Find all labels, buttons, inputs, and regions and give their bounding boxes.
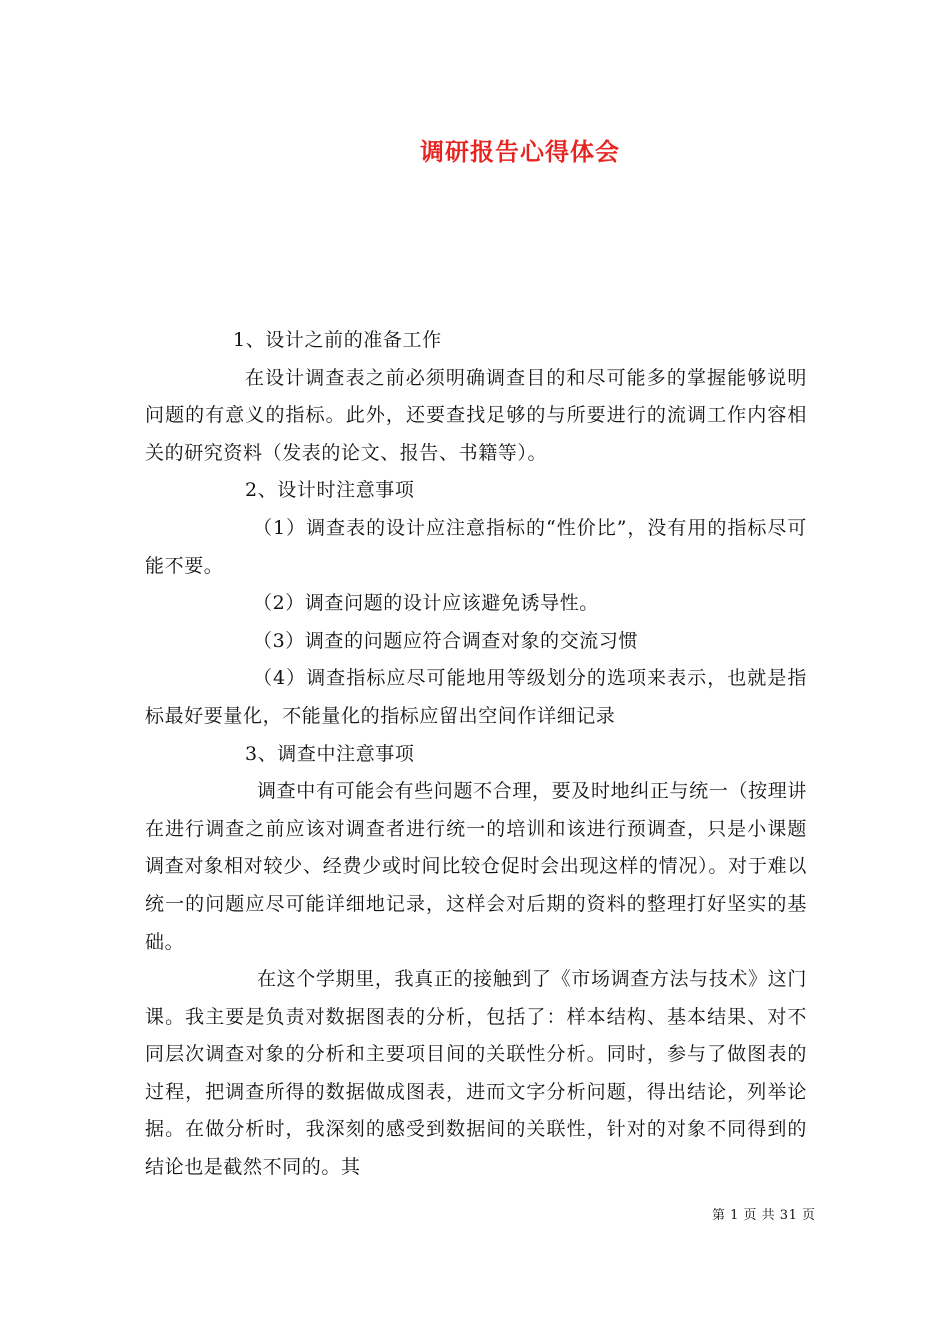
list-item-2: （2）调查问题的设计应该避免诱导性。 xyxy=(253,592,599,615)
paragraph-1: 在设计调查表之前必须明确调查目的和尽可能多的掌握能够说明问题的有意义的指标。此外，还要查找足够的与所要进行的流调工作内容相关的研究资料（发表的论文、报告、书籍等）。 xyxy=(145,366,807,464)
section-heading-3: 3、调查中注意事项 xyxy=(245,742,415,765)
section-heading-2: 2、设计时注意事项 xyxy=(245,479,415,502)
document-body xyxy=(145,322,807,1187)
document-title: 调研报告心得体会 xyxy=(420,137,620,166)
paragraph-3: 在这个学期里，我真正的接触到了《市场调查方法与技术》这门课。我主要是负责对数据图表的分析，包括了：样本结构、基本结果、对不同层次调查对象的分析和主要项目间的关联性分析。同时，参与了做图表的过程，把调查所得的数据做成图表，进而文字分析问题，得出结论，列举论据。在做分析时，我深刻的感受到数据间的关联性，针对的对象不同得到的结论也是截然不同的。其 xyxy=(145,968,807,1179)
section-heading-1: 1、设计之前的准备工作 xyxy=(233,329,442,351)
paragraph-2: 调查中有可能会有些问题不合理，要及时地纠正与统一（按理讲在进行调查之前应该对调查者进行统一的培训和该进行预调查，只是小课题调查对象相对较少、经费少或时间比较仓促时会出现这样的情况）。对于难以统一的问题应尽可能详细地记录，这样会对后期的资料的整理打好坚实的基础。 xyxy=(145,780,807,953)
list-item-4: （4）调查指标应尽可能地用等级划分的选项来表示，也就是指标最好要量化，不能量化的指标应留出空间作详细记录 xyxy=(145,667,807,727)
page-number-footer: 第 1 页 共 31 页 xyxy=(712,1208,816,1223)
list-item-3: （3）调查的问题应符合调查对象的交流习惯 xyxy=(253,629,639,652)
list-item-1: （1）调查表的设计应注意指标的“性价比”，没有用的指标尽可能不要。 xyxy=(145,516,807,577)
